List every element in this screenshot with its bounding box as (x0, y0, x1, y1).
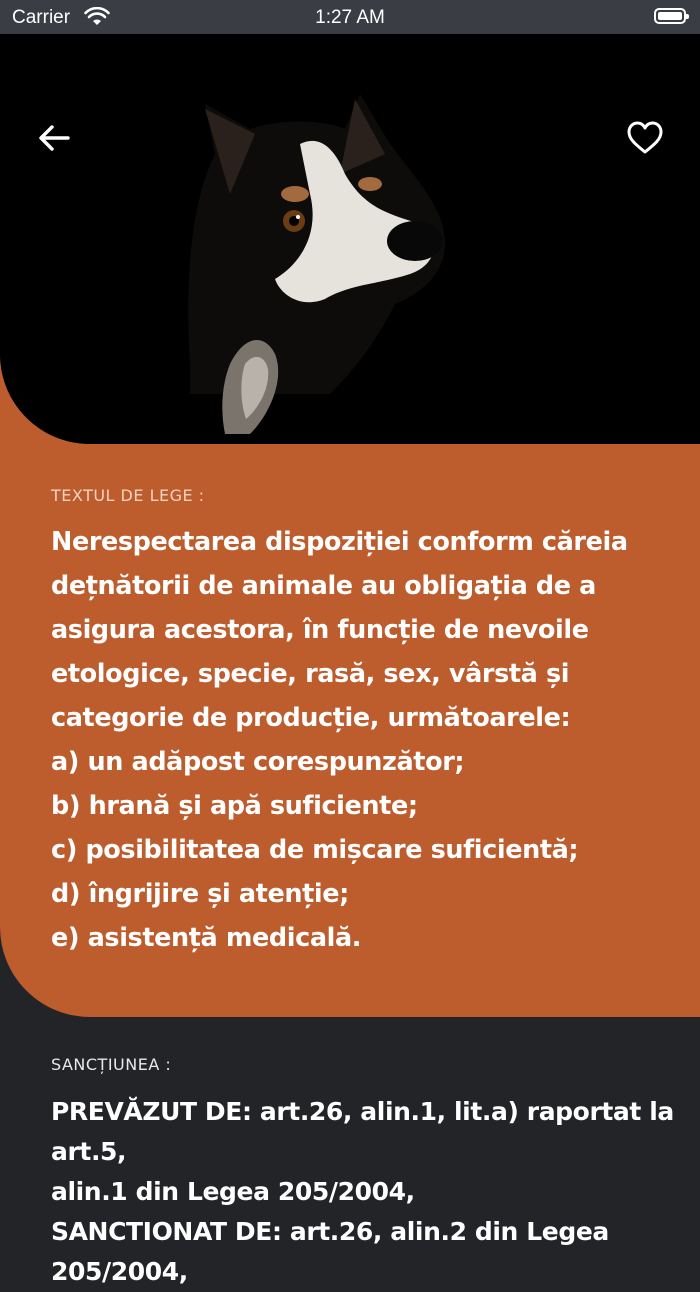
favorite-button[interactable] (621, 114, 669, 162)
status-time: 1:27 AM (315, 7, 385, 28)
carrier-label: Carrier (12, 7, 71, 28)
sanction-section-label: SANCȚIUNEA : (51, 1055, 172, 1074)
law-section-label: TEXTUL DE LEGE : (51, 486, 205, 505)
battery-icon (654, 8, 686, 24)
hero-image (0, 34, 700, 444)
sanction-text: PREVĂZUT DE: art.26, alin.1, lit.a) raportat la art.5, alin.1 din Legea 205/2004, SANCTIONAT DE: art.26, alin.2 din Legea 205/2004, (51, 1097, 674, 1286)
law-section (0, 444, 700, 1017)
heart-outline-icon (621, 114, 669, 162)
dog-photo (0, 34, 700, 444)
back-button[interactable] (30, 114, 78, 162)
law-section-container (0, 444, 700, 1017)
arrow-left-icon (30, 114, 78, 162)
hero-container (0, 34, 700, 444)
law-text: Nerespectarea dispoziției conform căreia dețnătorii de animale au obligația de a asigura acestora, în funcție de nevoile etologice, specie, rasă, sex, vârstă și categorie de producție, următoarele: a) un adăpost corespunzător; b) hrană și apă suficiente; c) posibilitatea de mișcare suficientă; d) îngrijire și atenție; e) asistență medicală. (51, 527, 628, 953)
status-bar (0, 0, 700, 34)
